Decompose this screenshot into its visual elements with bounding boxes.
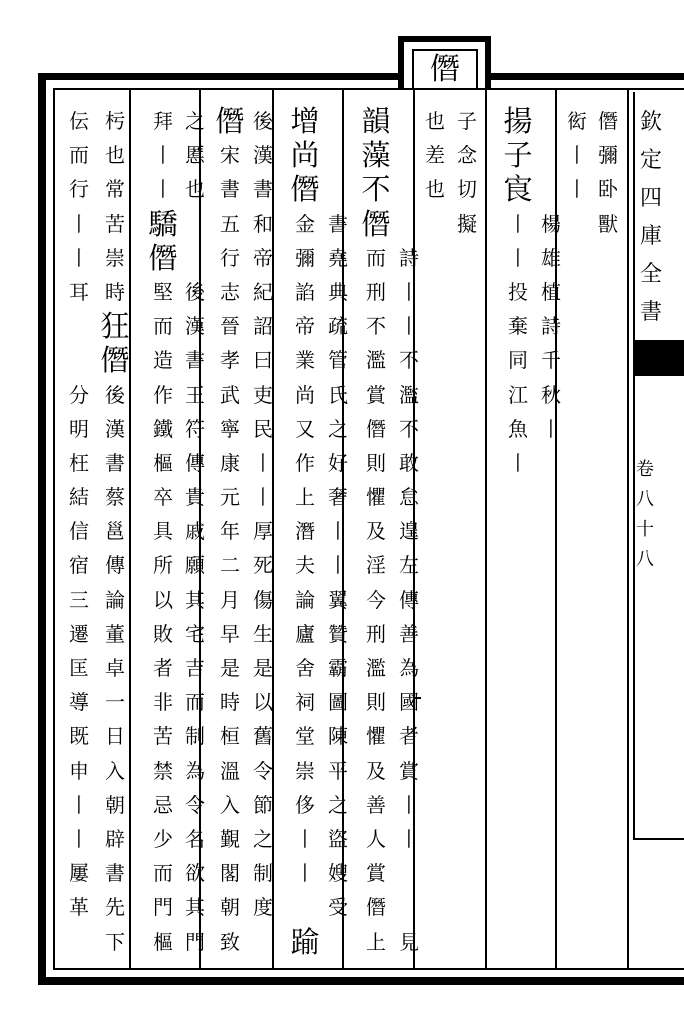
glyph: 令 [253, 758, 273, 783]
glyph: 孝 [220, 348, 240, 373]
glyph: 丨 [253, 485, 273, 510]
glyph: 書 [185, 348, 205, 373]
edge-glyph: 四 [640, 186, 663, 211]
glyph: 死 [253, 553, 273, 578]
glyph: 不 [399, 348, 419, 373]
glyph: 尚 [290, 138, 320, 173]
glyph: 之 [185, 109, 205, 133]
text-column-c7b [64, 104, 94, 925]
glyph: 見 [399, 929, 419, 954]
glyph: 門 [153, 895, 173, 920]
glyph: 丨 [508, 245, 528, 270]
glyph: 宋 [220, 143, 240, 168]
glyph: 覲 [220, 826, 240, 851]
glyph: 入 [220, 792, 240, 817]
glyph: 懼 [366, 724, 386, 749]
glyph: 差 [425, 143, 445, 168]
glyph: 行 [220, 245, 240, 270]
glyph: 厚 [253, 519, 273, 544]
glyph: 信 [69, 519, 89, 544]
glyph: 韻 [361, 104, 391, 138]
glyph: 日 [105, 724, 125, 749]
edge-title-column [640, 104, 680, 332]
glyph: 杇 [105, 109, 125, 133]
glyph: 貴 [185, 485, 205, 510]
glyph: 所 [153, 553, 173, 578]
glyph: 論 [295, 587, 315, 612]
glyph: 是 [253, 656, 273, 680]
glyph: 丨 [69, 245, 89, 270]
text-column-c7 [100, 104, 130, 959]
glyph: 時 [105, 279, 125, 304]
glyph: 堯 [328, 245, 348, 270]
glyph: 傳 [399, 587, 419, 612]
glyph: 卓 [105, 656, 125, 680]
glyph: 吉 [185, 656, 205, 680]
glyph: 霸 [328, 656, 348, 680]
glyph: 吏 [253, 382, 273, 407]
glyph: 禁 [153, 758, 173, 783]
glyph: 帝 [295, 314, 315, 339]
glyph: 丨 [399, 792, 419, 817]
glyph: 楊 [541, 211, 561, 236]
glyph: 也 [425, 109, 445, 133]
glyph: 濫 [399, 382, 419, 407]
glyph: 邕 [105, 519, 125, 544]
glyph: 侈 [295, 792, 315, 817]
glyph: 左 [399, 553, 419, 578]
edge-glyph: 庫 [640, 224, 663, 249]
glyph: 僭 [100, 343, 130, 378]
edge-glyph: 書 [640, 300, 663, 325]
glyph: 雄 [541, 245, 561, 270]
glyph: 造 [153, 348, 173, 373]
glyph: 董 [105, 621, 125, 646]
glyph: 僭 [148, 240, 178, 275]
header-tab-label: 僭 [430, 52, 460, 87]
glyph: 願 [185, 553, 205, 578]
glyph: 今 [366, 587, 386, 612]
glyph: 則 [366, 450, 386, 475]
glyph: 千 [541, 348, 561, 373]
glyph: 三 [69, 587, 89, 612]
glyph: 之 [328, 416, 348, 441]
glyph: 而 [185, 690, 205, 715]
glyph: 祠 [295, 690, 315, 715]
glyph: 魚 [508, 416, 528, 441]
glyph: 為 [185, 758, 205, 783]
glyph: 漢 [253, 143, 273, 168]
glyph: 苦 [105, 211, 125, 236]
glyph: 僭 [366, 416, 386, 441]
glyph: 門 [185, 929, 205, 954]
glyph: 切 [457, 177, 477, 202]
glyph: 早 [220, 621, 240, 646]
glyph: 為 [399, 656, 419, 680]
glyph: 擬 [457, 211, 477, 236]
glyph: 入 [105, 758, 125, 783]
glyph: 具 [153, 519, 173, 544]
glyph: 溫 [220, 758, 240, 783]
glyph: 僭 [290, 172, 320, 207]
glyph: 懼 [366, 485, 386, 510]
text-column-c1 [503, 104, 533, 480]
glyph: 平 [328, 758, 348, 783]
glyph: 氏 [328, 382, 348, 407]
glyph: 秋 [541, 382, 561, 407]
glyph: 江 [508, 382, 528, 407]
glyph: 及 [366, 519, 386, 544]
glyph: 崇 [105, 245, 125, 270]
glyph: 革 [69, 895, 89, 920]
glyph: 一 [105, 690, 125, 715]
glyph: 導 [69, 690, 89, 715]
glyph: 怠 [399, 485, 419, 510]
glyph: 子 [457, 109, 477, 133]
glyph: 㝗 [503, 172, 533, 207]
glyph: 宅 [185, 621, 205, 646]
glyph: 濫 [366, 656, 386, 680]
glyph: 投 [508, 279, 528, 304]
glyph: 好 [328, 450, 348, 475]
glyph: 也 [185, 177, 205, 202]
glyph: 非 [153, 690, 173, 715]
glyph: 而 [69, 143, 89, 168]
glyph: 五 [220, 211, 240, 236]
edge-label-glyph: 八 [636, 549, 654, 570]
glyph: 令 [185, 792, 205, 817]
glyph: 善 [399, 621, 419, 646]
column-rule [627, 90, 629, 968]
glyph: 丨 [69, 792, 89, 817]
glyph: 上 [366, 929, 386, 954]
glyph: 也 [425, 177, 445, 202]
glyph: 丨 [399, 279, 419, 304]
glyph: 丨 [567, 177, 587, 202]
text-column-c3 [361, 104, 391, 959]
glyph: 僭 [215, 104, 245, 138]
glyph: 志 [220, 279, 240, 304]
column-rule [485, 90, 487, 968]
text-column-c6 [148, 104, 178, 959]
glyph: 丨 [541, 416, 561, 441]
glyph: 也 [105, 143, 125, 168]
edge-volume-column [636, 455, 676, 575]
glyph: 少 [153, 826, 173, 851]
glyph: 增 [290, 104, 320, 138]
glyph: 彌 [295, 245, 315, 270]
glyph: 詩 [399, 245, 419, 270]
glyph: 嫂 [328, 861, 348, 886]
glyph: 敢 [399, 450, 419, 475]
glyph: 又 [295, 416, 315, 441]
glyph: 伝 [69, 109, 89, 133]
glyph: 詩 [541, 314, 561, 339]
glyph: 遑 [399, 519, 419, 544]
glyph: 書 [328, 211, 348, 236]
glyph: 樞 [153, 450, 173, 475]
glyph: 匡 [69, 656, 89, 680]
edge-glyph: 欽 [640, 110, 663, 135]
glyph: 紀 [253, 279, 273, 304]
glyph: 而 [153, 314, 173, 339]
glyph: 作 [295, 450, 315, 475]
glyph: 明 [69, 416, 89, 441]
glyph: 宿 [69, 553, 89, 578]
text-column-c4 [290, 104, 320, 959]
glyph: 尚 [295, 382, 315, 407]
glyph: 堂 [295, 724, 315, 749]
glyph: 屢 [69, 861, 89, 886]
text-column-c4b [323, 104, 353, 959]
glyph: 先 [105, 895, 125, 920]
glyph: 不 [366, 314, 386, 339]
glyph: 之 [253, 826, 273, 851]
glyph: 常 [105, 177, 125, 202]
glyph: 踰 [290, 924, 320, 959]
glyph: 漢 [185, 314, 205, 339]
glyph: 桓 [220, 724, 240, 749]
glyph: 圖 [328, 690, 348, 715]
glyph: 丨 [328, 553, 348, 578]
glyph: 敗 [153, 621, 173, 646]
text-column-c6b [180, 104, 210, 959]
glyph: 王 [185, 382, 205, 407]
glyph: 崇 [295, 758, 315, 783]
glyph: 丨 [295, 861, 315, 886]
glyph: 申 [69, 758, 89, 783]
glyph: 下 [105, 929, 125, 954]
glyph: 丨 [253, 450, 273, 475]
glyph: 後 [105, 382, 125, 407]
glyph: 賞 [366, 861, 386, 886]
glyph: 諂 [295, 279, 315, 304]
glyph: 慝 [185, 143, 205, 168]
glyph: 潛 [295, 519, 315, 544]
glyph: 念 [457, 143, 477, 168]
glyph: 賞 [366, 382, 386, 407]
glyph: 受 [328, 895, 348, 920]
glyph: 以 [253, 690, 273, 715]
glyph: 遷 [69, 621, 89, 646]
glyph: 之 [328, 792, 348, 817]
glyph: 枉 [69, 450, 89, 475]
glyph: 同 [508, 348, 528, 373]
glyph: 苦 [153, 724, 173, 749]
glyph: 舊 [253, 724, 273, 749]
glyph: 蔡 [105, 485, 125, 510]
glyph: 堅 [153, 279, 173, 304]
edge-glyph: 全 [640, 262, 663, 287]
edge-label-glyph: 十 [636, 519, 654, 540]
glyph: 僭 [598, 109, 618, 133]
glyph: 結 [69, 485, 89, 510]
glyph: 子 [503, 138, 533, 173]
glyph: 善 [366, 792, 386, 817]
glyph: 符 [185, 416, 205, 441]
glyph: 者 [153, 656, 173, 680]
glyph: 不 [361, 172, 391, 207]
glyph: 狂 [100, 309, 130, 344]
glyph: 漢 [105, 416, 125, 441]
glyph: 月 [220, 587, 240, 612]
glyph: 傳 [105, 553, 125, 578]
glyph: 欲 [185, 861, 205, 886]
glyph: 傷 [253, 587, 273, 612]
glyph: 典 [328, 279, 348, 304]
edge-label-glyph: 卷 [636, 459, 654, 480]
glyph: 丨 [328, 519, 348, 544]
glyph: 朝 [105, 792, 125, 817]
text-column-c2 [452, 104, 482, 241]
glyph: 丨 [153, 177, 173, 202]
glyph: 後 [253, 109, 273, 133]
glyph: 二 [220, 553, 240, 578]
glyph: 鐵 [153, 416, 173, 441]
glyph: 和 [253, 211, 273, 236]
glyph: 書 [105, 861, 125, 886]
glyph: 其 [185, 587, 205, 612]
glyph: 金 [295, 211, 315, 236]
glyph: 丨 [508, 211, 528, 236]
text-column-c5b [248, 104, 278, 925]
glyph: 名 [185, 826, 205, 851]
glyph: 年 [220, 519, 240, 544]
glyph: 丨 [69, 211, 89, 236]
glyph: 康 [220, 450, 240, 475]
glyph: 國 [399, 690, 419, 715]
text-column-c3b [394, 104, 424, 959]
glyph: 時 [220, 690, 240, 715]
glyph: 晉 [220, 314, 240, 339]
glyph: 贊 [328, 621, 348, 646]
glyph: 舍 [295, 656, 315, 680]
glyph: 以 [153, 587, 173, 612]
glyph: 刑 [366, 279, 386, 304]
glyph: 陳 [328, 724, 348, 749]
glyph: 植 [541, 279, 561, 304]
glyph: 制 [185, 724, 205, 749]
glyph: 丨 [399, 826, 419, 851]
glyph: 忌 [153, 792, 173, 817]
glyph: 丨 [295, 826, 315, 851]
glyph: 元 [220, 485, 240, 510]
glyph: 分 [69, 382, 89, 407]
glyph: 書 [253, 177, 273, 202]
glyph: 上 [295, 485, 315, 510]
glyph: 疏 [328, 314, 348, 339]
edge-label-glyph: 八 [636, 489, 654, 510]
glyph: 卒 [153, 485, 173, 510]
glyph: 丨 [399, 314, 419, 339]
glyph: 揚 [503, 104, 533, 138]
glyph: 武 [220, 382, 240, 407]
glyph: 夫 [295, 553, 315, 578]
glyph: 制 [253, 861, 273, 886]
glyph: 朝 [220, 895, 240, 920]
glyph: 致 [220, 929, 240, 954]
glyph: 節 [253, 792, 273, 817]
glyph: 辟 [105, 826, 125, 851]
glyph: 民 [253, 416, 273, 441]
glyph: 是 [220, 656, 240, 680]
glyph: 詔 [253, 314, 273, 339]
glyph: 奢 [328, 485, 348, 510]
glyph: 耳 [69, 279, 89, 304]
glyph: 賞 [399, 758, 419, 783]
glyph: 棄 [508, 314, 528, 339]
glyph: 廬 [295, 621, 315, 646]
glyph: 帝 [253, 245, 273, 270]
glyph: 後 [185, 279, 205, 304]
glyph: 行 [69, 177, 89, 202]
glyph: 管 [328, 348, 348, 373]
glyph: 及 [366, 758, 386, 783]
glyph: 卧 [598, 177, 618, 202]
glyph: 丨 [153, 143, 173, 168]
text-column-c0b [562, 104, 592, 207]
glyph: 翼 [328, 587, 348, 612]
glyph: 不 [399, 416, 419, 441]
glyph: 僭 [361, 206, 391, 241]
glyph: 驕 [148, 206, 178, 241]
glyph: 僭 [366, 895, 386, 920]
glyph: 度 [253, 895, 273, 920]
glyph: 業 [295, 348, 315, 373]
text-column-c2b [420, 104, 450, 207]
glyph: 丨 [69, 826, 89, 851]
edge-glyph: 定 [640, 148, 663, 173]
glyph: 書 [220, 177, 240, 202]
glyph: 者 [399, 724, 419, 749]
text-column-c0 [593, 104, 623, 241]
glyph: 丨 [567, 143, 587, 168]
glyph: 其 [185, 895, 205, 920]
glyph: 拜 [153, 109, 173, 133]
glyph: 閣 [220, 861, 240, 886]
glyph: 獸 [598, 211, 618, 236]
glyph: 傳 [185, 450, 205, 475]
glyph: 藻 [361, 138, 391, 173]
glyph: 盜 [328, 826, 348, 851]
glyph: 則 [366, 690, 386, 715]
glyph: 人 [366, 826, 386, 851]
glyph: 寧 [220, 416, 240, 441]
glyph: 生 [253, 621, 273, 646]
glyph: 既 [69, 724, 89, 749]
glyph: 刑 [366, 621, 386, 646]
glyph: 而 [366, 245, 386, 270]
text-column-c5 [215, 104, 245, 959]
glyph: 衒 [567, 109, 587, 133]
glyph: 樞 [153, 929, 173, 954]
glyph: 丨 [508, 450, 528, 475]
glyph: 濫 [366, 348, 386, 373]
glyph: 論 [105, 587, 125, 612]
glyph: 淫 [366, 553, 386, 578]
glyph: 彌 [598, 143, 618, 168]
glyph: 作 [153, 382, 173, 407]
glyph: 戚 [185, 519, 205, 544]
glyph: 曰 [253, 348, 273, 373]
glyph: 書 [105, 450, 125, 475]
glyph: 而 [153, 861, 173, 886]
